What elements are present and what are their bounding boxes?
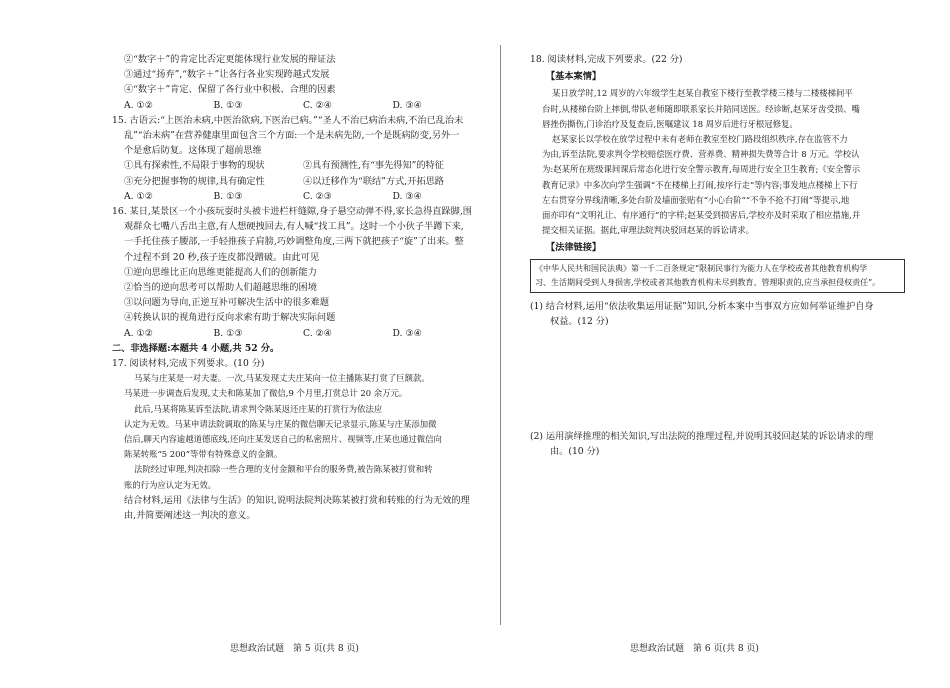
case-line-8: 左右贯穿分界线清晰,多处台阶及墙面张贴有“小心台阶”“不争不抢不打闹”等提示,地: [542, 194, 850, 205]
q17-requirement-2: 由,并简要阐述这一判决的意义。: [124, 510, 256, 522]
law-link-line-2: 习、生活期间受到人身损害,学校或者其他教育机构未尽到教育、管理职责的,应当承担侵权责任”。: [535, 277, 881, 287]
q15-choices-row-2: [112, 174, 482, 189]
law-link-box: [530, 259, 905, 293]
q15-option-a: A. ①②: [124, 190, 153, 202]
left-page: [112, 52, 482, 523]
q14-options: [112, 98, 482, 113]
case-line-1: 某日放学时,12 周岁的六年级学生赵某自教室下楼行至教学楼三楼与二楼楼梯间平: [552, 88, 853, 99]
q17-material-7: 法院经过审理,判决扣除一些合理的支付金额和平台的服务费,被告陈某被打赏和转: [134, 464, 433, 475]
q16-choice-3: ③以问题为导向,正逆互补可解决生活中的很多难题: [124, 297, 330, 309]
q15-choice-3: ③充分把握事物的规律,具有确定性: [124, 175, 265, 187]
case-tag: 【基本案情】: [546, 71, 602, 83]
q16-option-b: B. ①③: [213, 327, 243, 339]
q16-stem-2: 观群众七嘴八舌出主意,有人想硬拽回去,有人喊“找工具”。这时一个小伙子半蹲下来,: [124, 221, 464, 233]
q15-stem-3: 个是愈后防复。这体现了超前思维: [124, 145, 262, 157]
law-link-line-1: 《中华人民共和国民法典》第一千二百条规定“限制民事行为能力人在学校或者其他教育机构学: [535, 263, 868, 273]
case-line-5: 为由,诉至法院,要求判令学校赔偿医疗费、营养费、精神损失费等合计 8 万元。学校认: [542, 149, 860, 160]
q18-part2-1: (2) 运用演绎推理的相关知识,写出法院的推理过程,并说明其驳回赵某的诉讼请求的理: [530, 431, 874, 443]
q14-option-d: D. ③④: [392, 99, 422, 111]
q16-choice-2: ②恰当的逆向思考可以帮助人们超越思维的困境: [124, 282, 317, 294]
q18-part1-2: 权益。(12 分): [550, 315, 609, 327]
q17-material-6: 陈某转账“5 200”等带有特殊意义的金额。: [124, 449, 283, 460]
q15-option-b: B. ①③: [213, 190, 243, 202]
q16-choice-1: ①逆向思维比正向思维更能提高人们的创新能力: [124, 266, 317, 278]
footer-page-6: 思想政治试题 第 6 页(共 8 页): [630, 644, 759, 654]
q16-stem-4: 个过程不到 20 秒,孩子连皮都没蹭破。由此可见: [124, 251, 320, 263]
page-divider: [500, 45, 501, 625]
q16-option-d: D. ③④: [392, 327, 422, 339]
q14-option-a: A. ①②: [124, 99, 153, 111]
section-2-heading: 二、非选择题:本题共 4 小题,共 52 分。: [112, 342, 280, 354]
q17-material-4: 认定为无效。马某申请法院调取的陈某与庄某的微信聊天记录显示,陈某与庄某添加微: [124, 418, 437, 429]
q15-options: [112, 189, 482, 204]
footer-page-5: 思想政治试题 第 5 页(共 8 页): [230, 644, 359, 654]
case-line-3: 唇挫伤撕伤,门诊治疗及复查后,医嘱建议 18 周岁后进行牙根冠修复。: [542, 118, 798, 129]
q18-part2-2: 由。(10 分): [550, 446, 600, 458]
q15-choices-row-1: [112, 158, 482, 173]
q14-choice-2: ②“数字＋”的肯定比否定更能体现行业发展的辩证法: [124, 54, 336, 65]
q18-intro: 18. 阅读材料,完成下列要求。(22 分): [530, 54, 683, 65]
q16-option-c: C. ②④: [303, 327, 333, 339]
q18-part1-1: (1) 结合材料,运用“依法收集运用证据”知识,分析本案中当事双方应如何举证维护自身: [530, 300, 874, 312]
q15-stem-1: 15. 古语云:“上医治未病,中医治欲病,下医治已病。”“圣人不治已病治未病,不治已乱治未: [112, 114, 464, 126]
case-line-6: 为:赵某所在班级课间课后常态化进行安全警示教育,每周进行安全卫生教育;《安全警示: [542, 164, 861, 175]
q17-material-1: 马某与庄某是一对夫妻。一次,马某发现丈夫庄某向一位主播陈某打赏了巨额款。: [134, 373, 430, 384]
q14-choice-4: ④“数字＋”肯定、保留了各行业中积极、合理的因素: [124, 84, 336, 96]
q15-option-c: C. ②③: [303, 190, 333, 202]
q17-material-2: 马某进一步调查后发现,丈夫和陈某加了微信,9 个月里,打赏总计 20 余万元。: [124, 388, 408, 399]
q16-options: [112, 326, 482, 341]
q15-stem-2: 乱”“治未病”在营养健康里面包含三个方面:一个是未病先防,一个是既病防变,另外一: [124, 130, 460, 142]
q17-material-3: 此后,马某将陈某诉至法院,请求判令陈某返还庄某的打赏行为依法应: [134, 403, 383, 414]
q16-stem-1: 16. 某日,某景区一个小孩玩耍时头被卡进栏杆缝隙,身子悬空动弹不得,家长急得直跺脚,围: [112, 206, 472, 218]
q17-requirement-1: 结合材料,运用《法律与生活》的知识,说明法院判决陈某被打赏和转账的行为无效的理: [124, 494, 470, 506]
q14-option-b: B. ①③: [213, 99, 243, 111]
law-tag: 【法律链接】: [546, 242, 602, 254]
q15-option-d: D. ③④: [392, 190, 422, 202]
q15-choice-2: ②具有预测性,有“事先得知”的特征: [303, 160, 444, 172]
case-line-10: 提交相关证据。据此,审理法院判决驳回赵某的诉讼请求。: [542, 225, 755, 236]
case-line-7: 教育记录》中多次向学生强调“不在楼梯上打闹,按序行走”等内容;事发地点楼梯上下行: [542, 179, 858, 190]
right-page: [530, 52, 905, 459]
q17-material-5: 信后,聊天内容逾越道德底线,还向庄某发送自己的私密照片、视频等,庄某也通过微信向: [124, 434, 442, 445]
q17-material-8: 账的行为应认定为无效。: [124, 479, 217, 490]
q14-option-c: C. ②④: [303, 99, 333, 111]
q14-choice-3: ③通过“扬弃”,“数字＋”让各行各业实现跨越式发展: [124, 69, 330, 81]
q17-intro: 17. 阅读材料,完成下列要求。(10 分): [112, 358, 265, 370]
q15-choice-4: ④以迁移作为“联结”方式,开拓思路: [303, 175, 444, 187]
q18-part1-answer-space: [530, 329, 905, 429]
case-line-2: 台时,从楼梯台阶上摔倒,带队老师随即联系家长并陪同送医。经诊断,赵某牙齿受损、嘴: [542, 103, 860, 114]
q16-option-a: A. ①②: [124, 327, 153, 339]
case-line-4: 赵某家长以学校在放学过程中未有老师在教室至校门路段组织秩序,存在监管不力: [552, 134, 848, 145]
q16-choice-4: ④转换认识的视角进行反向求索有助于解决实际问题: [124, 312, 336, 324]
q16-stem-3: 一手托住孩子腰部,一手轻推孩子肩膀,巧妙调整角度,三两下就把孩子“旋”了出来。整: [124, 236, 464, 248]
q15-choice-1: ①具有探索性,不局限于事物的现状: [124, 160, 265, 172]
case-line-9: 面亦印有“文明礼让、有序通行”的字样;赵某受到损害后,学校亦及时采取了相应措施,并: [542, 210, 861, 221]
